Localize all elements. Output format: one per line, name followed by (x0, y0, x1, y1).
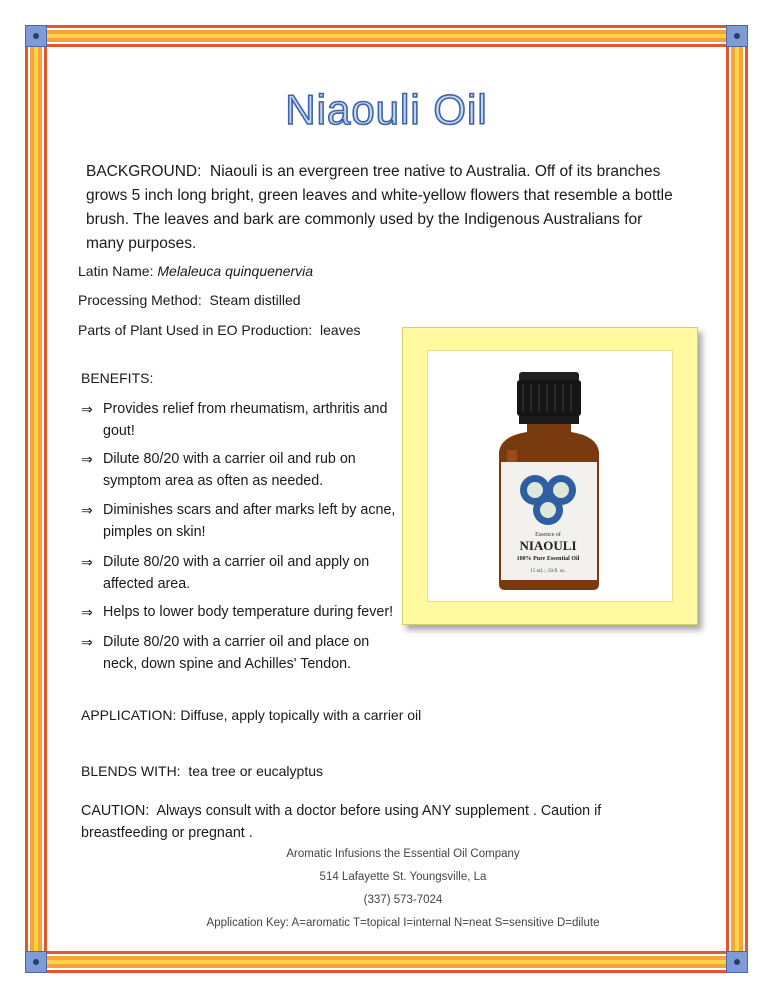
latin-name-value: Melaleuca quinquenervia (157, 263, 314, 279)
parts-label: Parts of Plant Used in EO Production: (78, 322, 313, 338)
corner-bl (25, 951, 47, 973)
arrow-icon: ⇒ (81, 451, 93, 467)
page-title: Niaouli Oil (285, 86, 488, 133)
background-text: Niaouli is an evergreen tree native to Australia. Off of its branches grows 5 inch long bright, green leaves and white-yellow flowers that resemble a bottle brush. The leaves and bark are commonly used by the Indigenous Australians for many purposes. (86, 163, 673, 252)
parts-line (78, 322, 360, 338)
benefits-heading: BENEFITS: (81, 370, 154, 386)
latin-name-label: Latin Name: (78, 263, 154, 279)
footer-address: 514 Lafayette St. Youngsville, La (319, 871, 487, 883)
benefit-item: ⇒ Dilute 80/20 with a carrier oil and place on neck, down spine and Achilles' Tendon. (81, 631, 401, 675)
application-line (81, 707, 421, 723)
caution-paragraph (81, 800, 681, 844)
bottle-label-sub: 100% Pure Essential Oil (516, 556, 580, 562)
arrow-icon: ⇒ (81, 401, 93, 417)
benefit-item: ⇒ Helps to lower body temperature during fever! (81, 601, 411, 623)
application-label: APPLICATION: (81, 707, 177, 723)
caution-label: CAUTION: (81, 803, 150, 819)
processing-label: Processing Method: (78, 292, 202, 308)
latin-name-line (78, 263, 313, 279)
product-photo (427, 350, 673, 602)
background-paragraph (86, 160, 676, 256)
processing-value: Steam distilled (209, 292, 301, 308)
product-photo-frame (402, 327, 698, 625)
blends-line (81, 763, 323, 779)
arrow-icon: ⇒ (81, 554, 93, 570)
background-label: BACKGROUND: (86, 163, 202, 180)
oil-bottle-image (427, 350, 673, 602)
corner-tr (726, 25, 748, 47)
arrow-icon: ⇒ (81, 634, 93, 650)
arrow-icon: ⇒ (81, 502, 93, 518)
bottle-label-name: NIAOULI (519, 538, 577, 553)
parts-value: leaves (320, 322, 361, 338)
benefit-item: ⇒ Dilute 80/20 with a carrier oil and apply on affected area. (81, 551, 401, 595)
corner-tl (25, 25, 47, 47)
processing-line (78, 292, 301, 308)
caution-value: Always consult with a doctor before using ANY supplement . Caution if breastfeeding or pregnant . (81, 803, 602, 841)
benefit-item: ⇒ Provides relief from rheumatism, arthritis and gout! (81, 398, 401, 442)
benefit-item: ⇒ Diminishes scars and after marks left by acne, pimples on skin! (81, 499, 401, 543)
arrow-icon: ⇒ (81, 604, 93, 620)
blends-value: tea tree or eucalyptus (188, 763, 323, 779)
top-border (28, 25, 745, 47)
corner-br (726, 951, 748, 973)
footer-company: Aromatic Infusions the Essential Oil Company (286, 848, 520, 860)
right-border (726, 28, 748, 972)
application-value: Diffuse, apply topically with a carrier oil (180, 707, 422, 723)
blends-label: BLENDS WITH: (81, 763, 181, 779)
bottle-label-small: Essence of (535, 532, 561, 538)
bottom-border (28, 951, 745, 973)
footer-application-key: Application Key: A=aromatic T=topical I=internal N=neat S=sensitive D=dilute (206, 917, 600, 929)
benefit-item: ⇒ Dilute 80/20 with a carrier oil and rub on symptom area as often as needed. (81, 448, 401, 492)
bottle-label-size: 15 mL | .50 fl. oz. (530, 569, 566, 574)
left-border (25, 28, 47, 972)
footer-phone: (337) 573-7024 (363, 894, 443, 906)
